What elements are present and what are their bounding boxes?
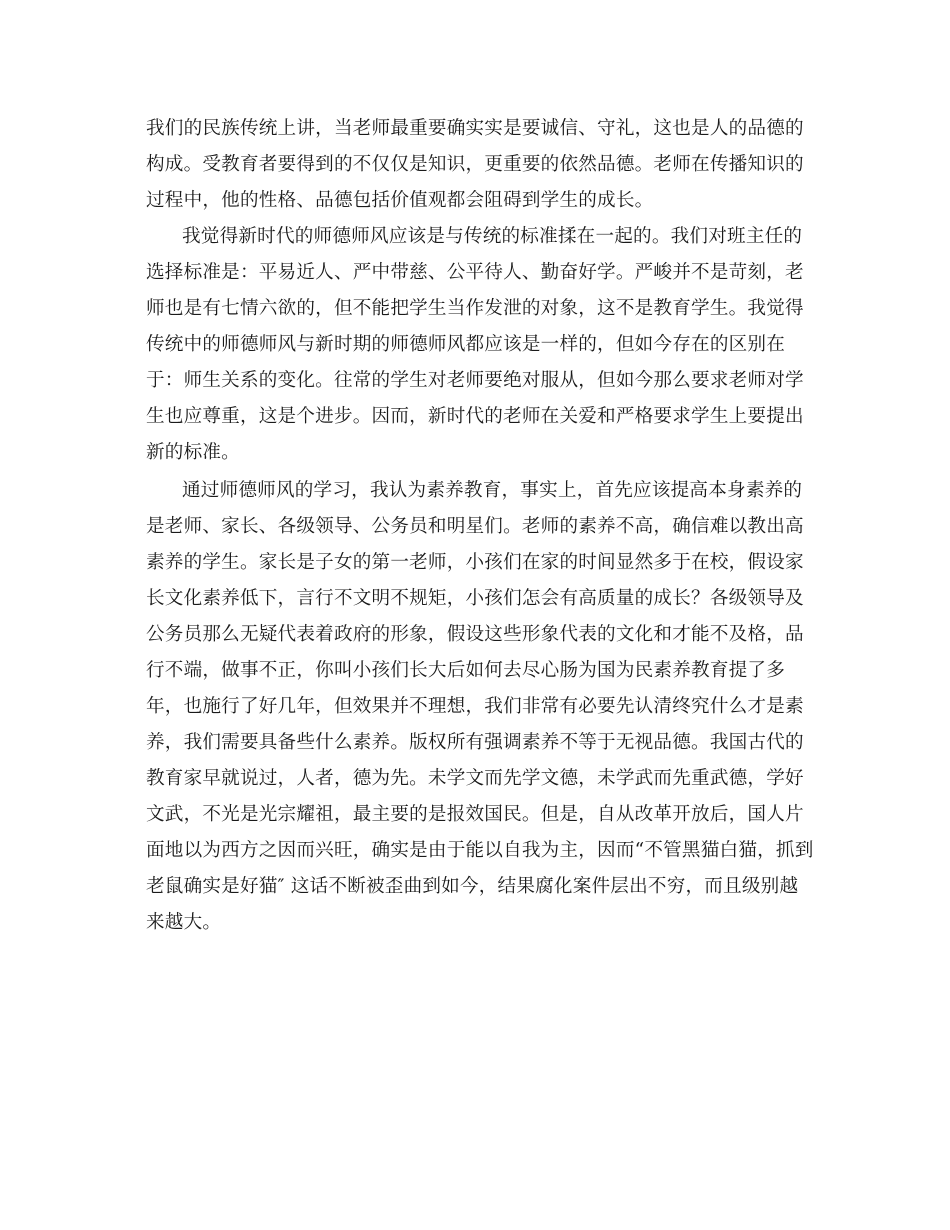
text-line: 公务员那么无疑代表着政府的形象，假设这些形象代表的文化和才能不及格，品: [146, 624, 804, 645]
text-line: 教育家早就说过，人者，德为先。未学文而先学文德，未学武而先重武德，学好: [146, 768, 804, 789]
text-line: 行不端，做事不正，你叫小孩们长大后如何去尽心肠为国为民素养教育提了多: [146, 660, 785, 681]
text-line: 长文化素养低下，言行不文明不规矩，小孩们怎会有高质量的成长？各级领导及: [146, 588, 804, 609]
text-line: 文武，不光是光宗耀祖，最主要的是报效国民。但是，自从改革开放后，国人片: [146, 804, 804, 825]
text-line: 年，也施行了好几年，但效果并不理想，我们非常有必要先认清终究什么才是素: [146, 696, 804, 717]
text-line: 面地以为西方之因而兴旺，确实是由于能以自我为主，因而“不管黑猫白猫，抓到: [146, 840, 814, 861]
text-line: 是老师、家长、各级领导、公务员和明星们。老师的素养不高，确信难以教出高: [146, 516, 804, 537]
text-line: 通过师德师风的学习，我认为素养教育，事实上，首先应该提高本身素养的: [182, 480, 803, 501]
text-line: 我们的民族传统上讲，当老师最重要确实实是要诚信、守礼，这也是人的品德的: [146, 118, 804, 139]
text-line: 新的标准。: [146, 442, 240, 463]
text-line: 生也应尊重，这是个进步。因而，新时代的老师在关爱和严格要求学生上要提出: [146, 406, 804, 427]
text-line: 老鼠确实是好猫″ 这话不断被歪曲到如今，结果腐化案件层出不穷，而且级别越: [146, 876, 799, 897]
text-line: 养，我们需要具备些什么素养。版权所有强调素养不等于无视品德。我国古代的: [146, 732, 804, 753]
text-line: 来越大。: [146, 912, 222, 933]
text-line: 素养的学生。家长是子女的第一老师，小孩们在家的时间显然多于在校，假设家: [146, 552, 804, 573]
text-line: 选择标准是：平易近人、严中带慈、公平待人、勤奋好学。严峻并不是苛刻，老: [146, 262, 804, 283]
text-line: 于：师生关系的变化。往常的学生对老师要绝对服从，但如今那么要求老师对学: [146, 370, 804, 391]
text-line: 我觉得新时代的师德师风应该是与传统的标准揉在一起的。我们对班主任的: [182, 226, 803, 247]
text-line: 过程中，他的性格、品德包括价值观都会阻碍到学生的成长。: [146, 190, 654, 211]
text-line: 师也是有七情六欲的，但不能把学生当作发泄的对象，这不是教育学生。我觉得: [146, 298, 804, 319]
text-line: 传统中的师德师风与新时期的师德师风都应该是一样的，但如今存在的区别在: [146, 334, 785, 355]
text-line: 构成。受教育者要得到的不仅仅是知识，更重要的依然品德。老师在传播知识的: [146, 154, 804, 175]
